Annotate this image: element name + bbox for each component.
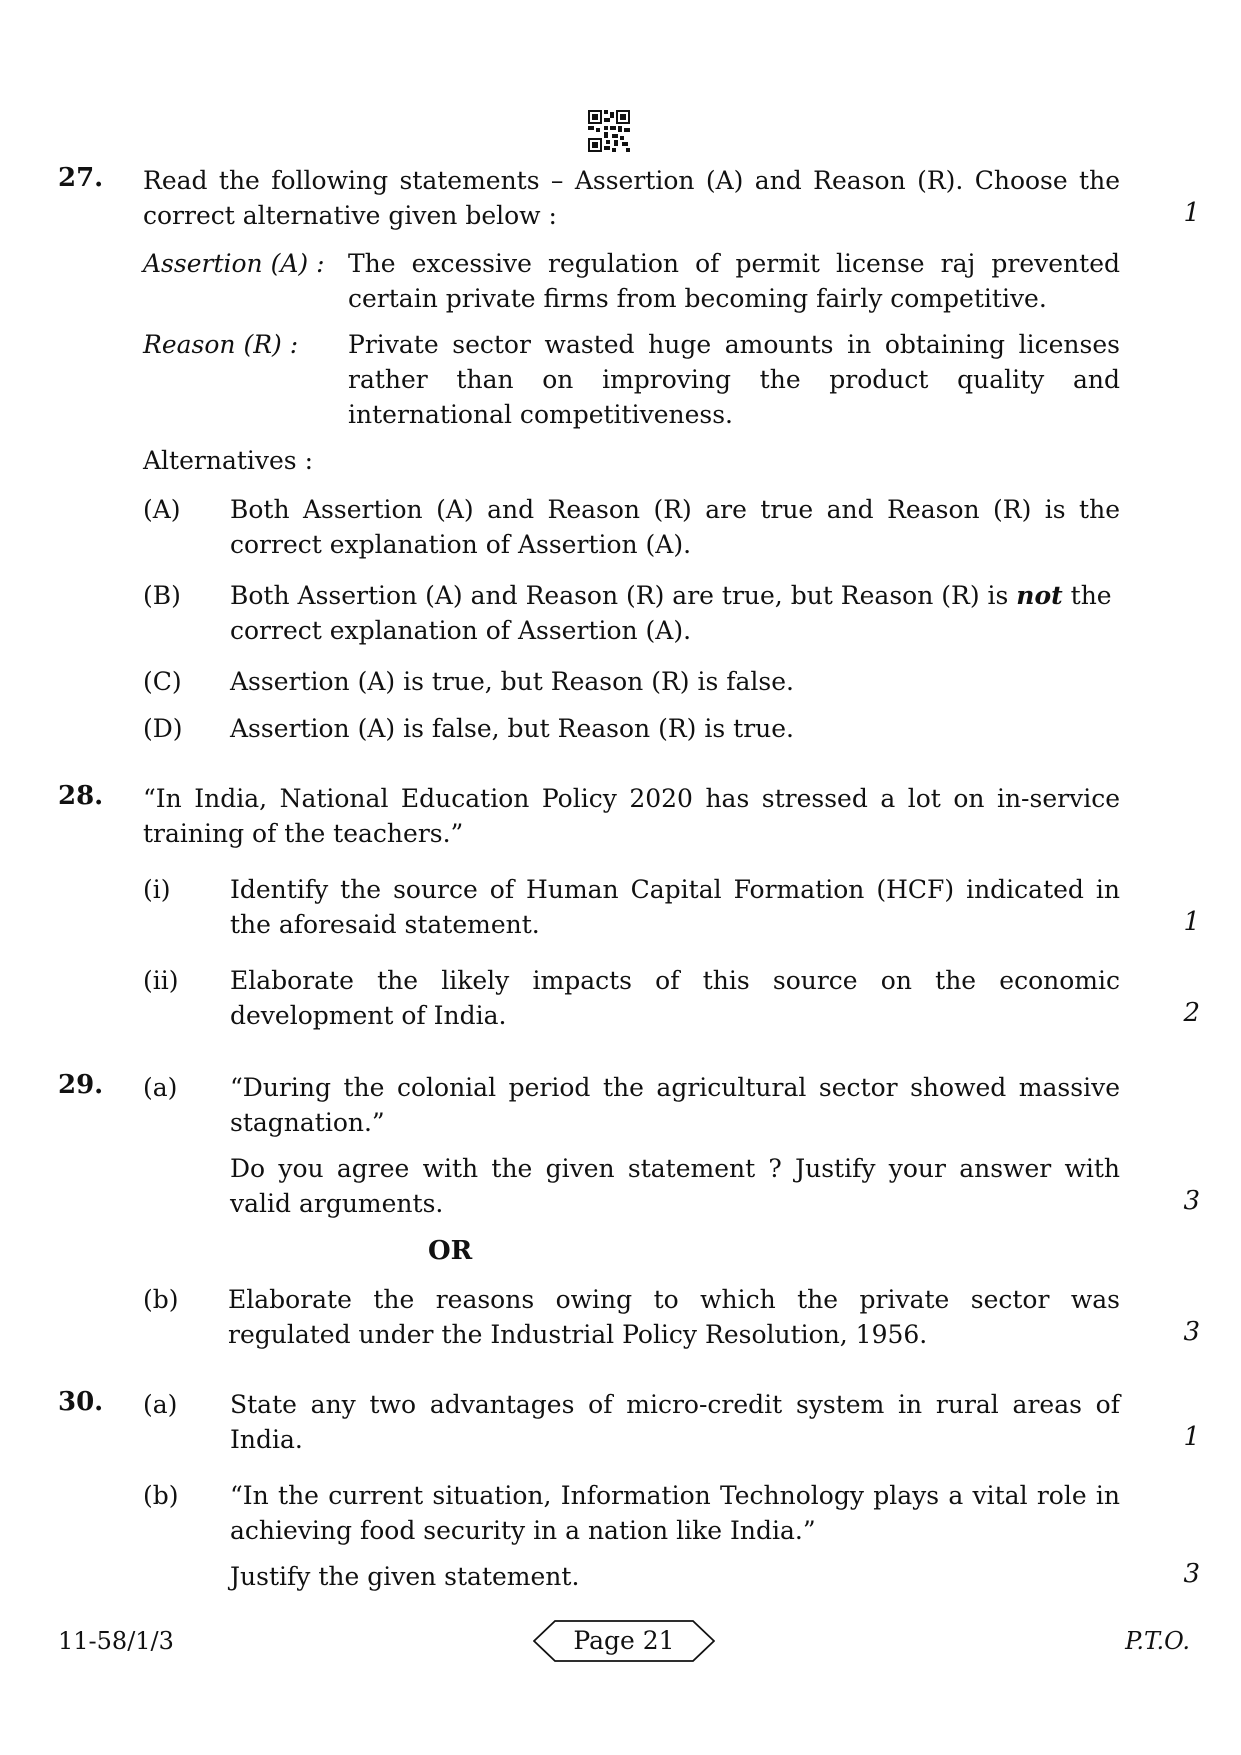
question-29-b-text: Elaborate the reasons owing to which the private sector was regulated under the Industrial Policy Resolution, 1956. <box>228 1285 1120 1349</box>
question-30-number: 30. <box>58 1387 104 1417</box>
question-29-a-text: Do you agree with the given statement ? Justify your answer with valid arguments. <box>230 1154 1120 1218</box>
option-a-label: (A) <box>143 495 181 524</box>
qr-code <box>588 110 630 152</box>
question-28-part-i-label: (i) <box>143 875 171 904</box>
question-29-a-label: (a) <box>143 1073 178 1102</box>
question-28-number: 28. <box>58 781 104 811</box>
question-30-a-marks: 1 <box>1183 1422 1200 1452</box>
assertion-label: Assertion (A) : <box>143 249 325 278</box>
question-27-stem: Read the following statements – Assertion (A) and Reason (R). Choose the correct alternative given below : <box>143 166 1120 230</box>
option-b-text <box>230 578 1120 648</box>
alternatives-label: Alternatives : <box>143 446 314 475</box>
question-28-part-ii-marks: 2 <box>1183 998 1200 1028</box>
option-d-text: Assertion (A) is false, but Reason (R) is true. <box>230 714 794 743</box>
or-divider: OR <box>428 1236 473 1266</box>
paper-code: 11-58/1/3 <box>58 1627 174 1655</box>
question-29-number: 29. <box>58 1070 104 1100</box>
reason-label: Reason (R) : <box>143 330 299 359</box>
option-b-text-before: Both Assertion (A) and Reason (R) are true, but Reason (R) is <box>230 581 1017 610</box>
question-30-b-quote: “In the current situation, Information Technology plays a vital role in achieving food security in a nation like India.” <box>230 1481 1120 1545</box>
option-c-text: Assertion (A) is true, but Reason (R) is false. <box>230 667 794 696</box>
assertion-text: The excessive regulation of permit license raj prevented certain private firms from becoming fairly competitive. <box>348 249 1120 313</box>
pto-label: P.T.O. <box>1125 1627 1190 1655</box>
question-28-stem: “In India, National Education Policy 2020 has stressed a lot on in-service training of the teachers.” <box>143 784 1120 848</box>
question-30-b-label: (b) <box>143 1481 179 1510</box>
question-29-b-label: (b) <box>143 1285 179 1314</box>
question-27-number: 27. <box>58 163 104 193</box>
page-number: Page 21 <box>573 1626 675 1655</box>
question-28-part-i-text: Identify the source of Human Capital Formation (HCF) indicated in the aforesaid statement. <box>230 875 1120 939</box>
question-27-marks: 1 <box>1183 198 1200 228</box>
question-30-b-marks: 3 <box>1183 1559 1200 1589</box>
question-28-part-ii-text: Elaborate the likely impacts of this source on the economic development of India. <box>230 966 1120 1030</box>
question-29-b-marks: 3 <box>1183 1317 1200 1347</box>
question-28-part-ii-label: (ii) <box>143 966 179 995</box>
question-30-a-text: State any two advantages of micro-credit system in rural areas of India. <box>230 1390 1120 1454</box>
page-number-badge <box>533 1620 715 1662</box>
option-b-text-after: the correct explanation of Assertion (A). <box>230 581 1112 645</box>
option-c-label: (C) <box>143 667 182 696</box>
reason-text: Private sector wasted huge amounts in obtaining licenses rather than on improving the product quality and international competitiveness. <box>348 330 1120 429</box>
question-29-a-quote: “During the colonial period the agricultural sector showed massive stagnation.” <box>230 1073 1120 1137</box>
option-b-label: (B) <box>143 581 181 610</box>
option-a-text: Both Assertion (A) and Reason (R) are true and Reason (R) is the correct explanation of Assertion (A). <box>230 495 1120 559</box>
option-b-emphasis: not <box>1016 581 1063 610</box>
question-28-part-i-marks: 1 <box>1183 907 1200 937</box>
question-30-b-text: Justify the given statement. <box>230 1562 580 1591</box>
question-30-a-label: (a) <box>143 1390 178 1419</box>
option-d-label: (D) <box>143 714 183 743</box>
question-29-a-marks: 3 <box>1183 1186 1200 1216</box>
